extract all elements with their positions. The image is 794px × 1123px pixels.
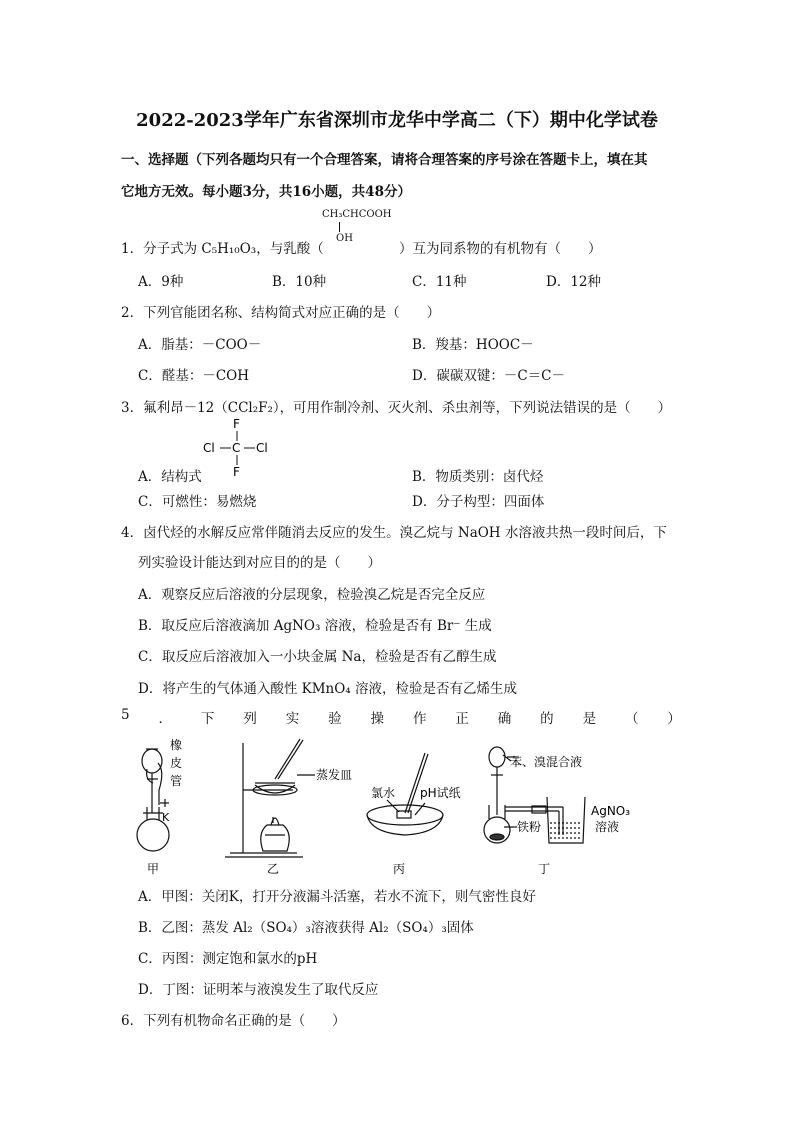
- caption-yi: 乙: [267, 862, 280, 876]
- q1-option-c: C．11种: [412, 274, 467, 290]
- q3-option-d: D．分子构型：四面体: [412, 494, 545, 510]
- q1-stem-a: 1．分子式为 C₅H₁₀O₃，与乳酸（: [121, 241, 324, 257]
- q4-stem-line1: 4．卤代烃的水解反应常伴随消去反应的发生。溴乙烷与 NaOH 水溶液共热一段时间后，下: [121, 525, 667, 541]
- q2-option-a: A．脂基：－COO－: [138, 337, 262, 353]
- jia-label-3: 管: [170, 774, 183, 788]
- lactic-acid-bond: [339, 222, 340, 232]
- q3-stem: 3．氟利昂－12（CCl₂F₂），可用作制冷剂、灭火剂、杀虫剂等，下列说法错误的是（ ）: [121, 400, 672, 416]
- caption-bing: 丙: [393, 862, 406, 876]
- section-heading-line1: 一、选择题（下列各题均只有一个合理答案，请将合理答案的序号涂在答题卡上，填在其: [121, 152, 648, 168]
- q5-stem-char: 5: [121, 707, 130, 723]
- q5-apparatus-figure: [125, 735, 655, 880]
- q1-stem-b: ）互为同系物的有机物有（ ）: [399, 241, 602, 257]
- ding-label-agno3: AgNO₃: [591, 804, 631, 818]
- q4-option-d: D．将产生的气体通入酸性 KMnO₄ 溶液，检验是否有乙烯生成: [138, 681, 517, 697]
- q5-stem-char: 下: [200, 711, 215, 727]
- ding-label-mixture: 苯、溴混合液: [510, 755, 583, 769]
- q1-option-d: D．12种: [546, 274, 602, 290]
- q5-stem-char: 是: [582, 711, 597, 727]
- q5-stem-char: 验: [328, 711, 342, 727]
- q3-option-a: A．结构式: [138, 469, 202, 485]
- lactic-acid-formula-top: CH₃CHCOOH: [322, 209, 392, 220]
- ding-label-iron: 铁粉: [517, 820, 542, 834]
- struct-f-top: F: [233, 417, 240, 431]
- q3-option-b: B．物质类别：卤代烃: [412, 469, 544, 485]
- q2-stem: 2．下列官能团名称、结构简式对应正确的是（ ）: [121, 305, 441, 321]
- q1-option-a: A．9种: [138, 274, 184, 290]
- q5-stem-char: 实: [285, 711, 300, 727]
- bing-label-ph-paper: pH试纸: [420, 786, 461, 800]
- q4-option-a: A．观察反应后溶液的分层现象，检验溴乙烷是否完全反应: [138, 587, 486, 603]
- jia-k-label: K: [162, 811, 170, 824]
- section-heading-line2: 它地方无效。每小题3分，共16小题，共48分）: [121, 184, 411, 200]
- q5-stem: [121, 707, 681, 727]
- struct-c-center: C: [232, 441, 241, 455]
- lactic-acid-oh: OH: [336, 233, 353, 244]
- yi-label: 蒸发皿: [316, 768, 353, 782]
- ding-label-solution: 溶液: [595, 820, 620, 834]
- page-title: 2022-2023学年广东省深圳市龙华中学高二（下）期中化学试卷: [136, 110, 658, 131]
- struct-cl-left: Cl: [203, 441, 215, 455]
- q5-stem-char: 作: [412, 711, 427, 727]
- caption-ding: 丁: [538, 862, 551, 876]
- q2-option-c: C．醛基：－COH: [138, 368, 249, 384]
- q5-option-c: C．丙图：测定饱和氯水的pH: [138, 951, 318, 967]
- q2-option-b: B．羧基：HOOC－: [412, 337, 534, 353]
- bing-label-chlorine-water: 氯水: [371, 786, 396, 800]
- q5-stem-char: 操: [370, 711, 385, 727]
- q5-stem-char: 确: [497, 711, 512, 727]
- q5-stem-char: 正: [455, 711, 469, 727]
- jia-label-1: 橡: [170, 738, 183, 752]
- apparatus-yi: [225, 739, 315, 857]
- q5-stem-char: ．: [158, 711, 172, 727]
- apparatus-jia: [137, 749, 169, 851]
- q4-option-c: C．取反应后溶液加入一小块金属 Na，检验是否有乙醇生成: [138, 649, 497, 665]
- q5-stem-char: 的: [540, 711, 554, 727]
- struct-cl-right: Cl: [256, 441, 268, 455]
- q5-option-a: A．甲图：关闭K，打开分液漏斗活塞，若水不流下，则气密性良好: [138, 889, 536, 905]
- q5-stem-char: ）: [667, 711, 681, 727]
- q2-option-d: D．碳碳双键：－C＝C－: [412, 368, 565, 384]
- jia-label-2: 皮: [170, 756, 183, 770]
- q1-option-b: B．10种: [272, 274, 327, 290]
- freon-structure-diagram: [200, 414, 280, 478]
- q3-option-c: C．可燃性：易燃烧: [138, 494, 257, 510]
- q5-stem-char: 列: [243, 711, 257, 727]
- q5-option-d: D．丁图：证明苯与液溴发生了取代反应: [138, 982, 379, 998]
- q6-stem: 6．下列有机物命名正确的是（ ）: [121, 1013, 346, 1029]
- q5-stem-char: （: [624, 711, 639, 727]
- q4-stem-line2: 列实验设计能达到对应目的的是（ ）: [138, 555, 381, 571]
- q5-option-b: B．乙图：蒸发 Al₂（SO₄）₃溶液获得 Al₂（SO₄）₃固体: [138, 920, 474, 936]
- q4-option-b: B．取反应后溶液滴加 AgNO₃ 溶液，检验是否有 Br⁻ 生成: [138, 618, 492, 634]
- struct-f-bottom: F: [233, 465, 240, 478]
- caption-jia: 甲: [147, 862, 160, 876]
